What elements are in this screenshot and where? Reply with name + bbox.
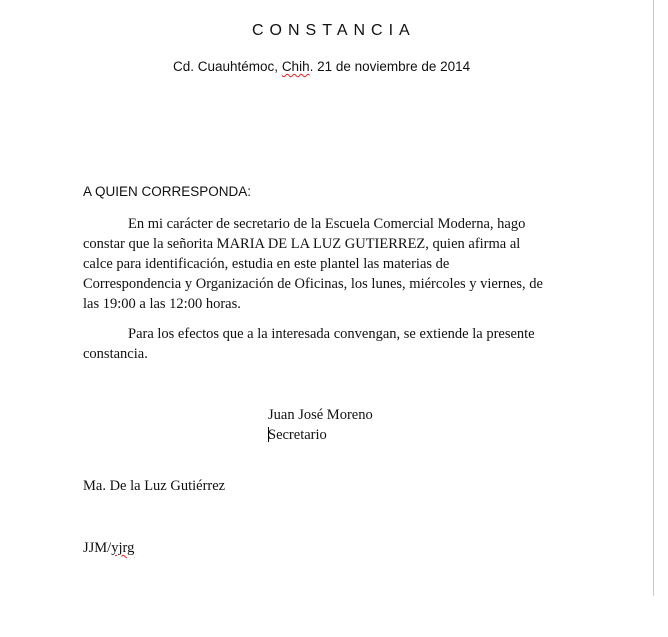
state-misspelled: Chih xyxy=(281,59,310,74)
date: . 21 de noviembre de 2014 xyxy=(309,59,471,74)
page-edge xyxy=(653,0,654,596)
signer-role-line[interactable] xyxy=(268,425,327,445)
recipient-name: Ma. De la Luz Gutiérrez xyxy=(83,478,226,494)
author-initials: JJM/ xyxy=(83,540,112,556)
paragraph-line: Para los efectos que a la interesada convengan, se extiende la presente xyxy=(128,326,535,342)
document-title: CONSTANCIA xyxy=(252,22,416,39)
paragraph-line: las 19:00 a las 12:00 horas. xyxy=(83,296,241,312)
paragraph-line: constar que la señorita MARIA DE LA LUZ GUTIERREZ, quien afirma al xyxy=(83,236,521,252)
salutation: A QUIEN CORRESPONDA: xyxy=(83,184,252,199)
paragraph-line: calce para identificación, estudia en este plantel las materias de xyxy=(83,256,450,272)
city: Cd. Cuauhtémoc, xyxy=(173,59,282,74)
paragraph-line: Correspondencia y Organización de Oficinas, los lunes, miércoles y viernes, de xyxy=(83,276,543,292)
signer-role: Secretario xyxy=(268,427,327,443)
paragraph-line: En mi carácter de secretario de la Escuela Comercial Moderna, hago xyxy=(128,216,526,232)
reference-initials xyxy=(83,538,134,558)
typist-initials-misspelled: yjrg xyxy=(111,540,135,556)
paragraph-line: constancia. xyxy=(83,346,148,362)
signer-name: Juan José Moreno xyxy=(268,407,373,423)
place-date xyxy=(173,57,470,77)
